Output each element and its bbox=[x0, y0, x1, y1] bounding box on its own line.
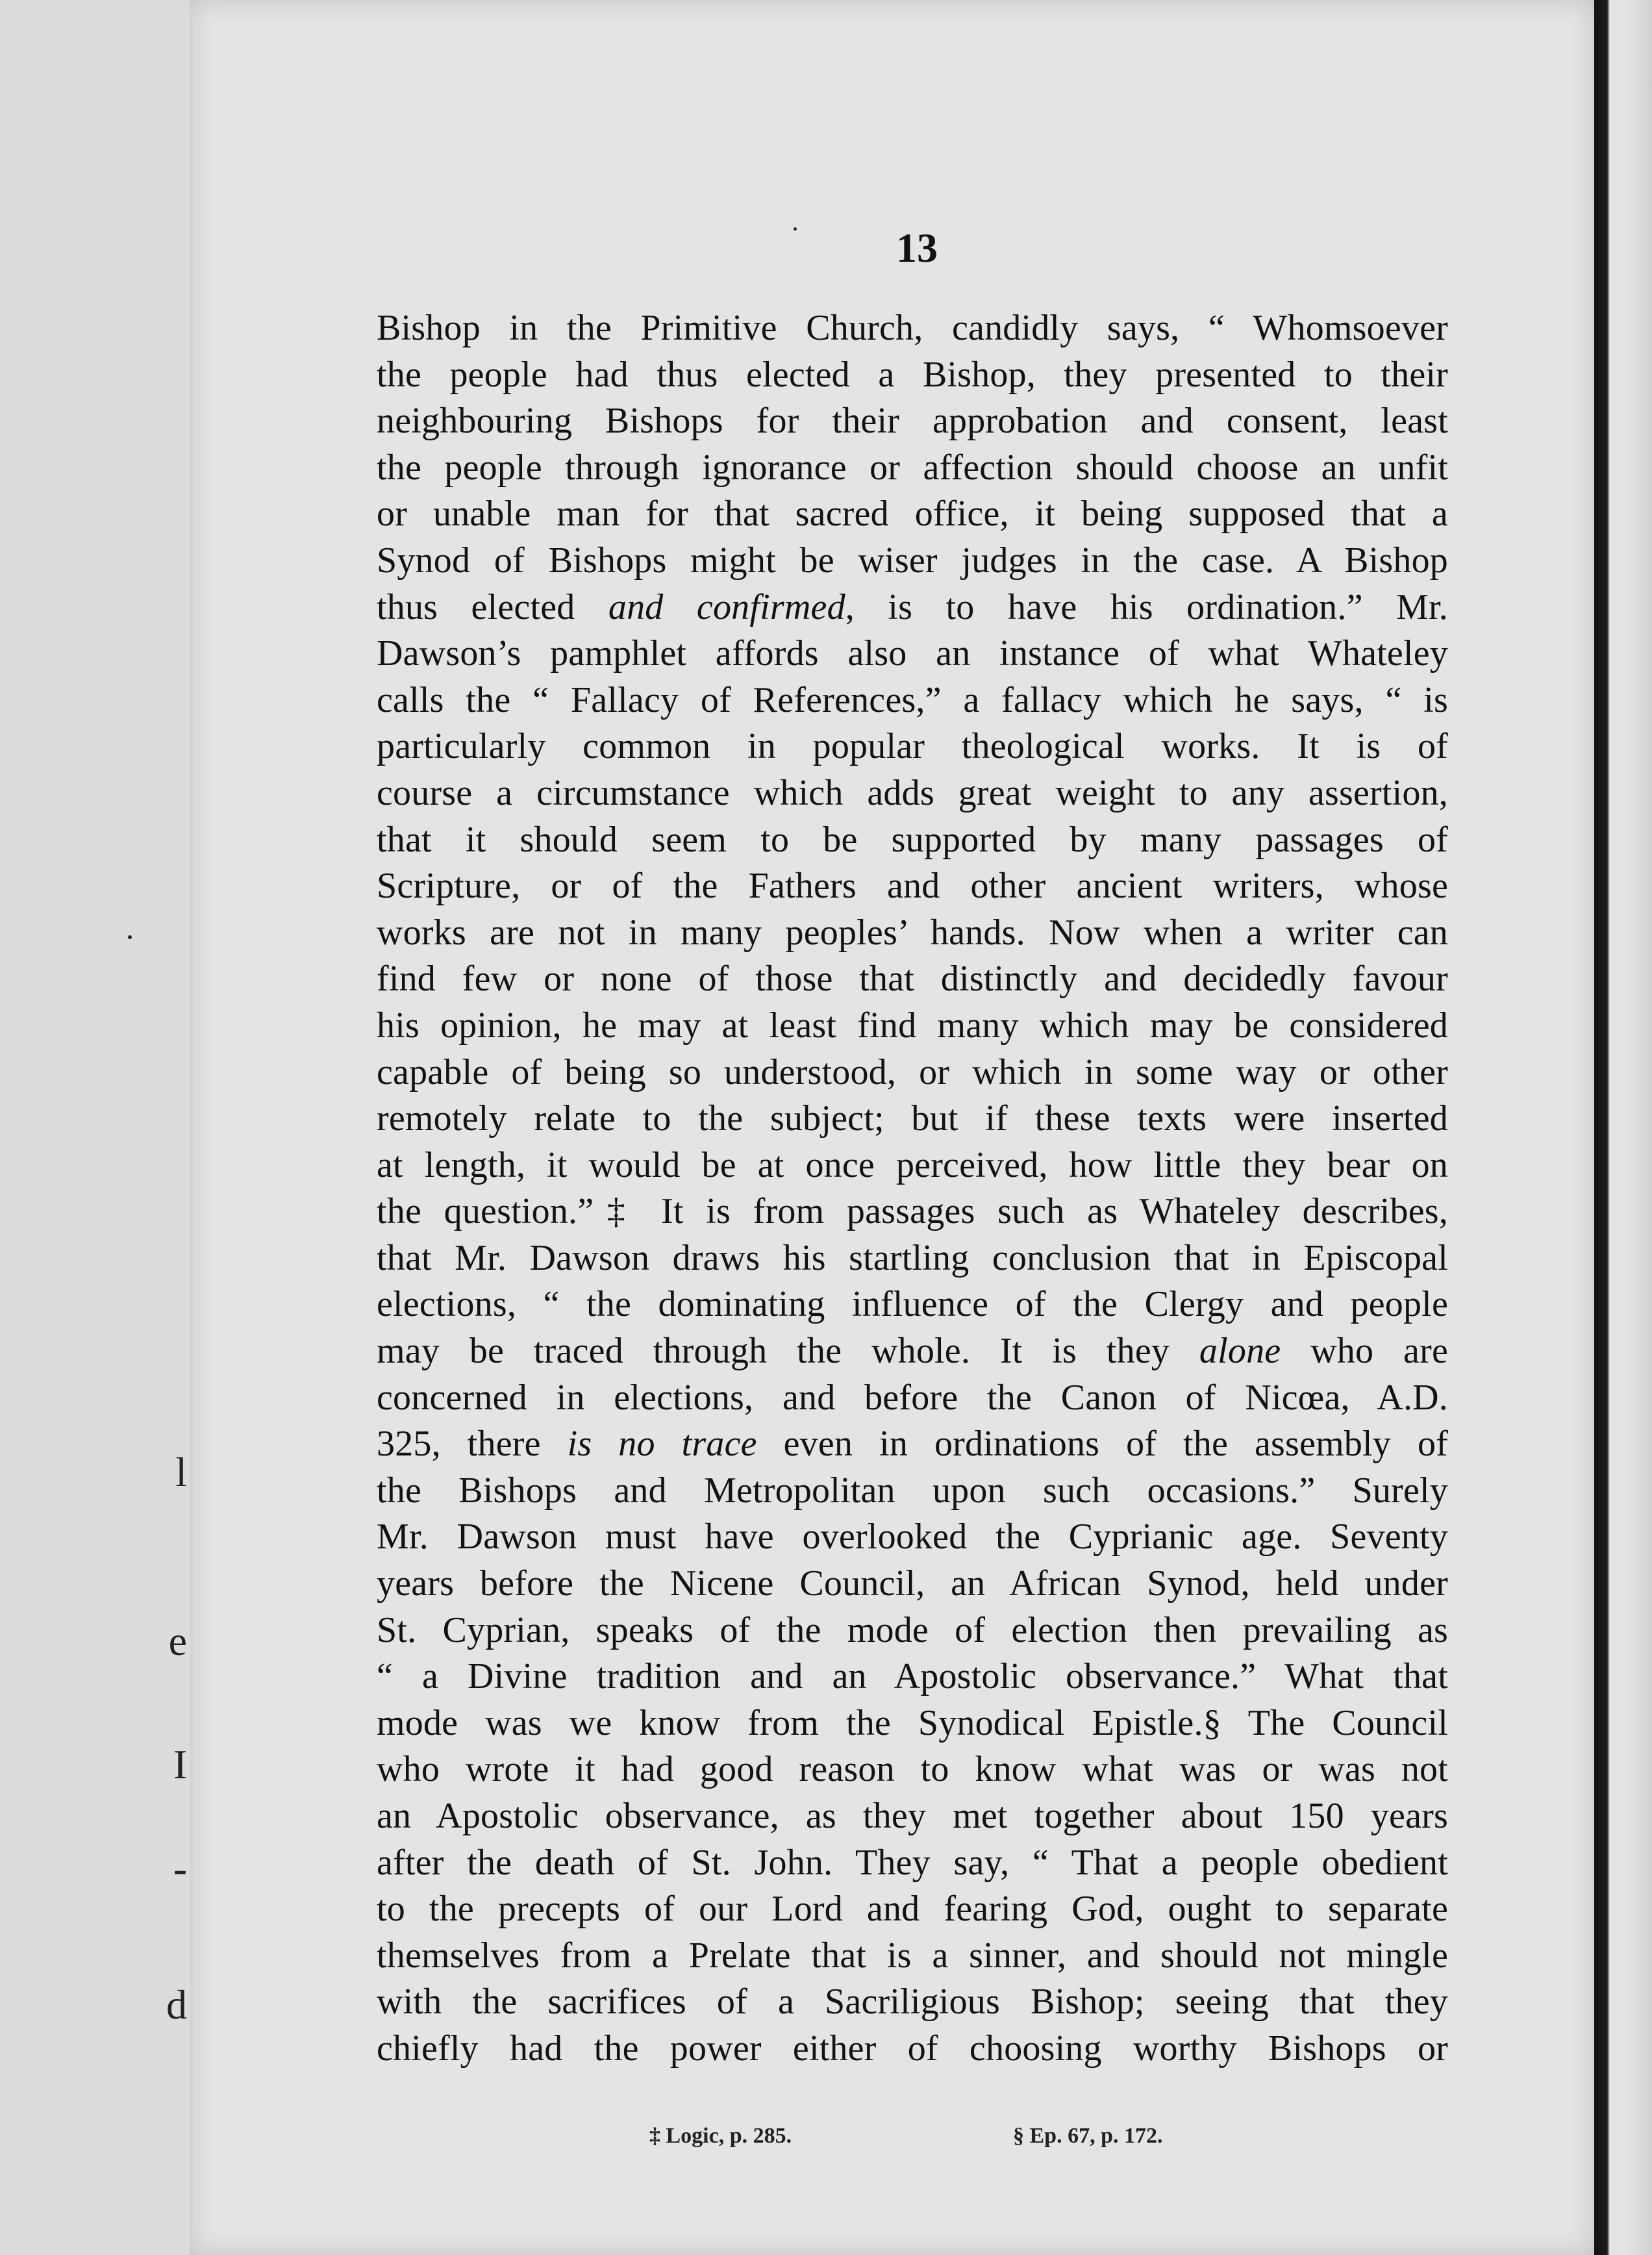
text-line: find few or none of those that distinctly and decidedly favour bbox=[377, 959, 1448, 1000]
text-line: to the precepts of our Lord and fearing God, ought to separate bbox=[377, 1889, 1448, 1930]
text-line: capable of being so understood, or which in some way or other bbox=[377, 1052, 1448, 1092]
text-line: calls the “ Fallacy of References,” a fallacy which he says, “ is bbox=[377, 679, 1448, 720]
italic-phrase: is no trace bbox=[567, 1424, 757, 1465]
ink-speck bbox=[794, 227, 797, 231]
text-line: particularly common in popular theological works. It is of bbox=[377, 726, 1448, 767]
text-line: that Mr. Dawson draws his startling conclusion that in Episcopal bbox=[377, 1237, 1448, 1278]
text-line: the Bishops and Metropolitan upon such occasions.” Surely bbox=[377, 1470, 1448, 1511]
margin-fragment: - bbox=[173, 1845, 187, 1891]
facing-page-margin bbox=[0, 0, 190, 2255]
text-line: remotely relate to the subject; but if these texts were inserted bbox=[377, 1098, 1448, 1139]
ink-speck bbox=[128, 935, 132, 939]
text-line: Bishop in the Primitive Church, candidly says, “ Whomsoever bbox=[377, 308, 1448, 348]
text-line: the people had thus elected a Bishop, they presented to their bbox=[377, 354, 1448, 395]
text-line: who wrote it had good reason to know what was or was not bbox=[377, 1749, 1448, 1790]
text-line: “ a Divine tradition and an Apostolic observance.” What that bbox=[377, 1656, 1448, 1697]
text-line: St. Cyprian, speaks of the mode of election then prevailing as bbox=[377, 1609, 1448, 1650]
text-line: mode was we know from the Synodical Epistle.§ The Council bbox=[377, 1702, 1448, 1743]
text-line: course a circumstance which adds great weight to any assertion, bbox=[377, 772, 1448, 813]
text-line: chiefly had the power either of choosing worthy Bishops or bbox=[377, 2028, 1448, 2069]
text-line: may be traced through the whole. It is they alone who are bbox=[377, 1331, 1448, 1372]
body-text bbox=[377, 305, 1448, 2072]
text-line: elections, “ the dominating influence of the Clergy and people bbox=[377, 1284, 1448, 1325]
text-line: years before the Nicene Council, an African Synod, held under bbox=[377, 1563, 1448, 1604]
text-line: 325, there is no trace even in ordinations of the assembly of bbox=[377, 1424, 1448, 1465]
text-line: themselves from a Prelate that is a sinner, and should not mingle bbox=[377, 1935, 1448, 1976]
footnote-logic: ‡ Logic, p. 285. bbox=[649, 2124, 792, 2148]
text-line: neighbouring Bishops for their approbation and consent, least bbox=[377, 401, 1448, 442]
text-line: Synod of Bishops might be wiser judges in the case. A Bishop bbox=[377, 540, 1448, 581]
margin-fragment: I bbox=[173, 1741, 187, 1787]
text-line: his opinion, he may at least find many which may be considered bbox=[377, 1005, 1448, 1046]
margin-fragment: d bbox=[166, 1982, 187, 2028]
text-line: an Apostolic observance, as they met together about 150 years bbox=[377, 1796, 1448, 1836]
italic-phrase: alone bbox=[1199, 1331, 1281, 1372]
text-line: concerned in elections, and before the Canon of Nicœa, A.D. bbox=[377, 1377, 1448, 1418]
text-line: at length, it would be at once perceived, how little they bear on bbox=[377, 1144, 1448, 1185]
text-line: with the sacrifices of a Sacriligious Bishop; seeing that they bbox=[377, 1982, 1448, 2022]
margin-fragment: l bbox=[175, 1449, 187, 1495]
text-line: Dawson’s pamphlet affords also an instance of what Whateley bbox=[377, 633, 1448, 674]
italic-phrase: and confirmed bbox=[608, 586, 845, 627]
text-line: thus elected and confirmed, is to have his ordination.” Mr. bbox=[377, 586, 1448, 627]
text-line: Mr. Dawson must have overlooked the Cyprianic age. Seventy bbox=[377, 1517, 1448, 1557]
text-line: the question.”‡ It is from passages such as Whateley describes, bbox=[377, 1191, 1448, 1232]
text-line: Scripture, or of the Fathers and other ancient writers, whose bbox=[377, 866, 1448, 907]
footnote-epistle: § Ep. 67, p. 172. bbox=[1013, 2124, 1163, 2148]
text-line: works are not in many peoples’ hands. Now when a writer can bbox=[377, 912, 1448, 953]
page-number: 13 bbox=[896, 225, 938, 271]
text-line: after the death of St. John. They say, “ That a people obedient bbox=[377, 1842, 1448, 1883]
text-line: or unable man for that sacred office, it being supposed that a bbox=[377, 494, 1448, 535]
text-line: that it should seem to be supported by many passages of bbox=[377, 819, 1448, 860]
margin-fragment: e bbox=[168, 1618, 187, 1664]
page-edge-shadow bbox=[1594, 0, 1652, 2255]
text-line: the people through ignorance or affection should choose an unfit bbox=[377, 447, 1448, 488]
